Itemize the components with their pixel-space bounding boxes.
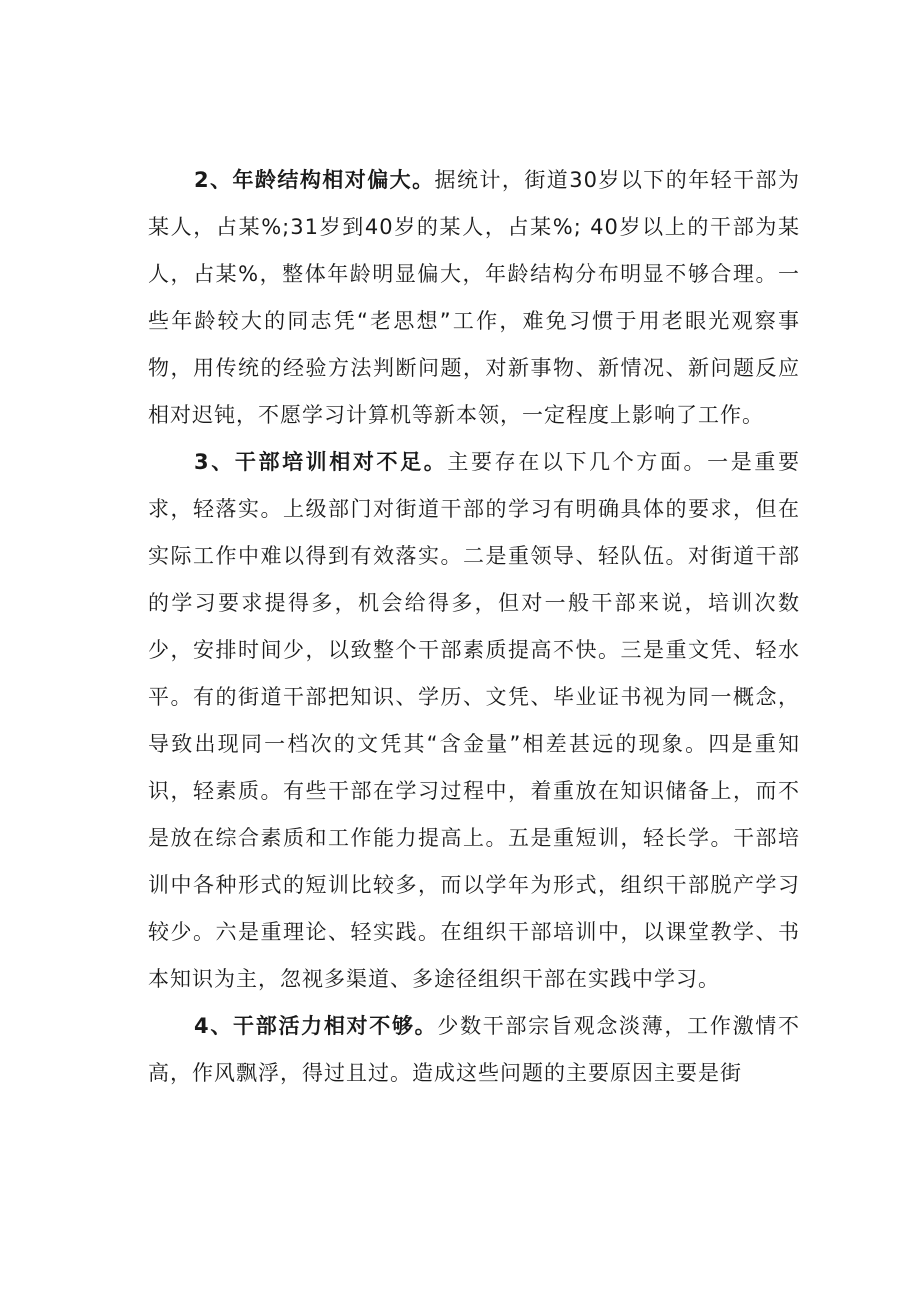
paragraph-training bbox=[148, 439, 800, 1003]
document-page bbox=[148, 157, 800, 1097]
paragraph-body: 主要存在以下几个方面。一是重要求，轻落实。上级部门对街道干部的学习有明确具体的要求，但在实际工作中难以得到有效落实。二是重领导、轻队伍。对街道干部的学习要求提得多，机会给得多，但对一般干部来说，培训次数少，安排时间少，以致整个干部素质提高不快。三是重文凭、轻水平。有的街道干部把知识、学历、文凭、毕业证书视为同一概念，导致出现同一档次的文凭其“含金量”相差甚远的现象。四是重知识，轻素质。有些干部在学习过程中，着重放在知识储备上，而不是放在综合素质和工作能力提高上。五是重短训，轻长学。干部培训中各种形式的短训比较多，而以学年为形式，组织干部脱产学习较少。六是重理论、轻实践。在组织干部培训中，以课堂教学、书本知识为主，忽视多渠道、多途径组织干部在实践中学习。 bbox=[148, 450, 800, 991]
paragraph-body: 据统计，街道30岁以下的年轻干部为某人，占某%;31岁到40岁的某人，占某%; 40岁以上的干部为某人，占某%，整体年龄明显偏大，年龄结构分布明显不够合理。一些年龄较大的同志凭“老思想”工作，难免习惯于用老眼光观察事物，用传统的经验方法判断问题，对新事物、新情况、新问题反应相对迟钝，不愿学习计算机等新本领，一定程度上影响了工作。 bbox=[148, 168, 800, 427]
paragraph-age-structure bbox=[148, 157, 800, 439]
paragraph-body: 少数干部宗旨观念淡薄，工作激情不高，作风飘浮，得过且过。造成这些问题的主要原因主要是街 bbox=[148, 1014, 800, 1085]
paragraph-heading: 2、年龄结构相对偏大。 bbox=[194, 168, 435, 192]
paragraph-heading: 3、干部培训相对不足。 bbox=[194, 450, 448, 474]
paragraph-heading: 4、干部活力相对不够。 bbox=[194, 1014, 438, 1038]
paragraph-vitality bbox=[148, 1003, 800, 1097]
